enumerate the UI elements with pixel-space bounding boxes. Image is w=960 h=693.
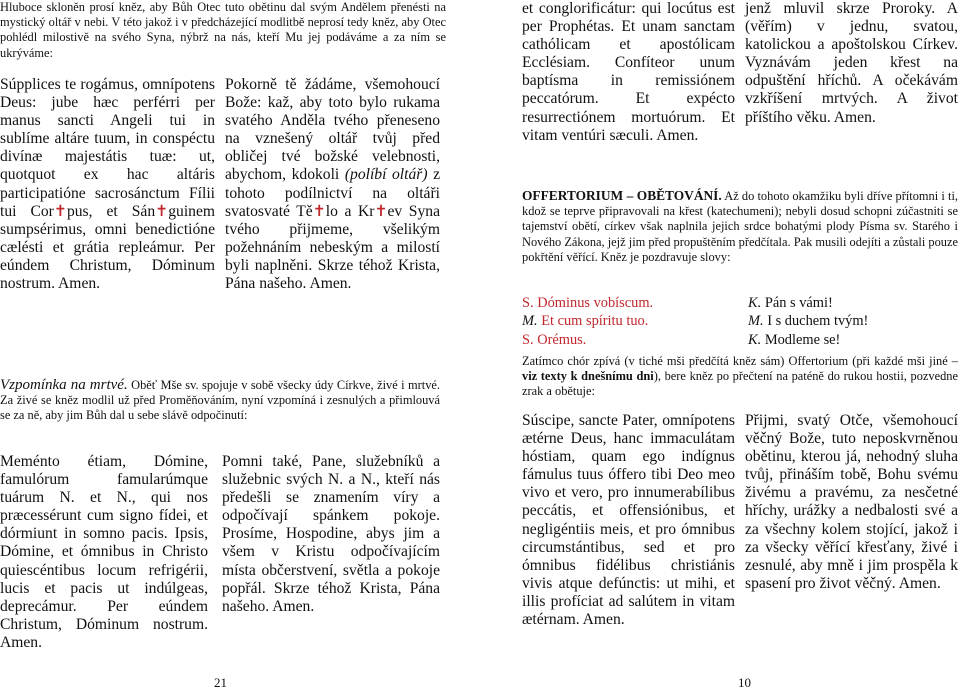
dominus-vobiscum-dialogue (522, 294, 958, 349)
dialogue-czech: Modleme se! (764, 331, 841, 348)
cross-icon: ✝ (374, 202, 388, 220)
suscipe-czech: Přijmi, svatý Otče, všemohoucí věčný Bože, tuto neposkvrněnou obětinu, kterou já, nehodný sluha tvůj, přináším tobě, Bohu svému živému a pravému, za nesčetné hříchy, urážky a nedbalosti své a za všechny kolem stojící, jakož i za všecky věřící křesťany, živé i zesnulé, aby mně i jim prospěla k spasení pro život věčný. Amen. (745, 412, 958, 592)
supplices-latin (0, 76, 215, 293)
offertorium-rubric (522, 188, 958, 265)
credo-latin: et conglorificátur: qui locútus est per Prophétas. Et unam sanctam cathólicam et apostólicam Ecclésiam. Confíteor unum baptísma in remissiónem peccatórum. Et expécto resurrectiónem mortuórum. Et vitam ventúri sæculi. Amen. (522, 0, 735, 144)
dialogue-prefix: K. (748, 295, 762, 311)
dialogue-latin: Orémus. (537, 331, 587, 348)
dialogue-prefix: S. (522, 295, 534, 311)
memento-title: Vzpomínka na mrtvé. (0, 377, 128, 393)
cross-icon: ✝ (312, 202, 326, 220)
page-number: 21 (214, 675, 227, 690)
suscipe-prayer (522, 412, 958, 629)
credo-czech: jenž mluvil skrze Proroky. A (věřím) v jednu, svatou, katolickou a apoštolskou Církev. Vyznávám jeden křest na odpuštění hříchů. A očekávám vzkříšení mrtvých. A život příštího věku. Amen. (745, 0, 958, 126)
supplices-czech-part4: ev Syna tvého přijmeme, všelikým požehnáním nebeským a milostí byli naplněni. Skrze téhož Krista, Pána našeho. Amen. (225, 202, 440, 293)
dialogue-prefix: K. (748, 331, 762, 348)
suscipe-rubric-part1: Zatímco chór zpívá (v tiché mši předčítá kněz sám) Offertorium (při každé mši jiné – (522, 354, 958, 368)
intro-text: Hluboce skloněn prosí kněz, aby Bůh Otec tuto obětinu dal svým Andělem přenésti na mystický oltář v nebi. V této jakož i v předcházející modlitbě neprosí tedy kněz, aby Otec pohlédl milostivě na svého Syna, nýbrž na nás, kteří Mu jej podáváme a za ním se ukrýváme: (0, 0, 446, 60)
supplices-czech-part1: Pokorně tě žádáme, všemohoucí Bože: kaž, aby toto bylo rukama svatého Anděla tvého přeneseno na vznešený oltář tvůj před obličej tvé božské velebnosti, abychom, kdokoli (225, 76, 440, 184)
offertorium-heading: OFFERTORIUM – OBĚTOVÁNÍ. (522, 188, 722, 203)
supplices-czech-part2: z tohoto podílnictví na oltáři svatosvaté Tě (225, 166, 440, 220)
suscipe-latin: Súscipe, sancte Pater, omnípotens ætérne Deus, hanc immaculátam hóstiam, quam ego indígnus fámulus tuus óffero tibi Deo meo vivo et vero, pro innumerabílibus peccátis, et offensiónibus, et negligéntiis meis, et pro ómnibus circumstántibus, sed et pro ómnibus fidélibus christiánis vivis atque defúnctis: ut mihi, et illis profíciat ad salútem in vitam ætérnam. Amen. (522, 412, 735, 629)
dialogue-prefix: M. (522, 313, 538, 330)
dialogue-prefix: M. (748, 313, 764, 330)
intro-rubric (0, 0, 446, 61)
dialogue-czech: I s duchem tvým! (767, 313, 869, 330)
memento-latin: Meménto étiam, Dómine, famulórum famularúmque tuárum N. et N., qui nos præcessérunt cum signo fídei, et dórmiunt in somno pacis. Ipsis, Dómine, et ómnibus in Christo quiescéntibus locum refrigérii, lucis et pacis ut indúlgeas, deprecámur. Per eúndem Christum, Dóminum nostrum. Amen. (0, 453, 208, 651)
memento-czech: Pomni také, Pane, služebníků a služebnic svých N. a N., kteří nás předešli se znamením víry a odpočívají spánkem pokoje. Prosíme, Hospodine, abys jim a všem v Kristu odpočívajícím místa občerstvení, světla a pokoje popřál. Skrze téhož Krista, Pána našeho. Amen. (222, 453, 440, 615)
dialogue-latin: Et cum spíritu tuo. (541, 313, 649, 330)
left-page (0, 0, 450, 693)
offertorium-text: Až do tohoto okamžiku byli dříve přítomni i ti, kdož se teprve připravovali na křest (katechumeni); nebyli dosud schopni zúčastniti se tajemství obětí, církev však naplnila jejich srdce bohatými plody Písma sv. Starého i Nového Zákona, jejž jim před propuštěním předčítala. Pak musili odejíti a zůstali pouze pokřtění věřící. Kněz je pozdravuje slovy: (522, 189, 959, 264)
cross-icon: ✝ (155, 202, 169, 220)
memento-intro: Oběť Mše sv. spojuje v sobě všecky údy Církve, živé i mrtvé. Za živé se kněz modlil už před Proměňováním, nyní vzpomíná i zesnulých a přimlouvá se za ně, aby jim Bůh dal u sebe slávě odpočinutí: (0, 378, 440, 423)
dialogue-latin: Dóminus vobíscum. (537, 295, 654, 311)
right-page (500, 0, 960, 693)
memento-prayer (0, 453, 440, 652)
supplices-latin-part2: pus, et Sán (66, 202, 156, 220)
credo-conclusion (522, 0, 958, 145)
supplices-prayer (0, 76, 440, 293)
supplices-czech-part3: lo a Kr (325, 202, 375, 220)
supplices-czech (225, 76, 440, 293)
suscipe-rubric-bold: viz texty k dnešnímu dni (522, 369, 654, 384)
supplices-czech-rubric: (políbí oltář) (344, 166, 428, 184)
dialogue-row (522, 294, 958, 312)
dialogue-row (522, 312, 958, 330)
supplices-latin-part1: Súpplices te rogámus, omnípotens Deus: jube hæc perférri per manus sancti Angeli tui in sublíme altáre tuum, in conspéctu divínæ majestátis tuæ: ut, quotquot ex hac altáris participatióne sacrosánctum Fílii tui Cor (0, 76, 215, 220)
suscipe-rubric-part2: ), bere kněz po přečtení na paténě do rukou hostii, pozvedne zrak a obětuje: (522, 369, 959, 399)
cross-icon: ✝ (53, 202, 67, 220)
dialogue-row (522, 331, 958, 349)
supplices-latin-part3: guinem sumpsérimus, omni benedictióne cælésti et grátia repleámur. Per eúndem Christum, Dóminum nostrum. Amen. (0, 202, 215, 293)
dialogue-prefix: S. (522, 331, 534, 348)
memento-rubric (0, 378, 440, 424)
page-number: 10 (738, 675, 751, 690)
dialogue-czech: Pán s vámi! (764, 295, 833, 311)
suscipe-rubric (522, 354, 958, 400)
